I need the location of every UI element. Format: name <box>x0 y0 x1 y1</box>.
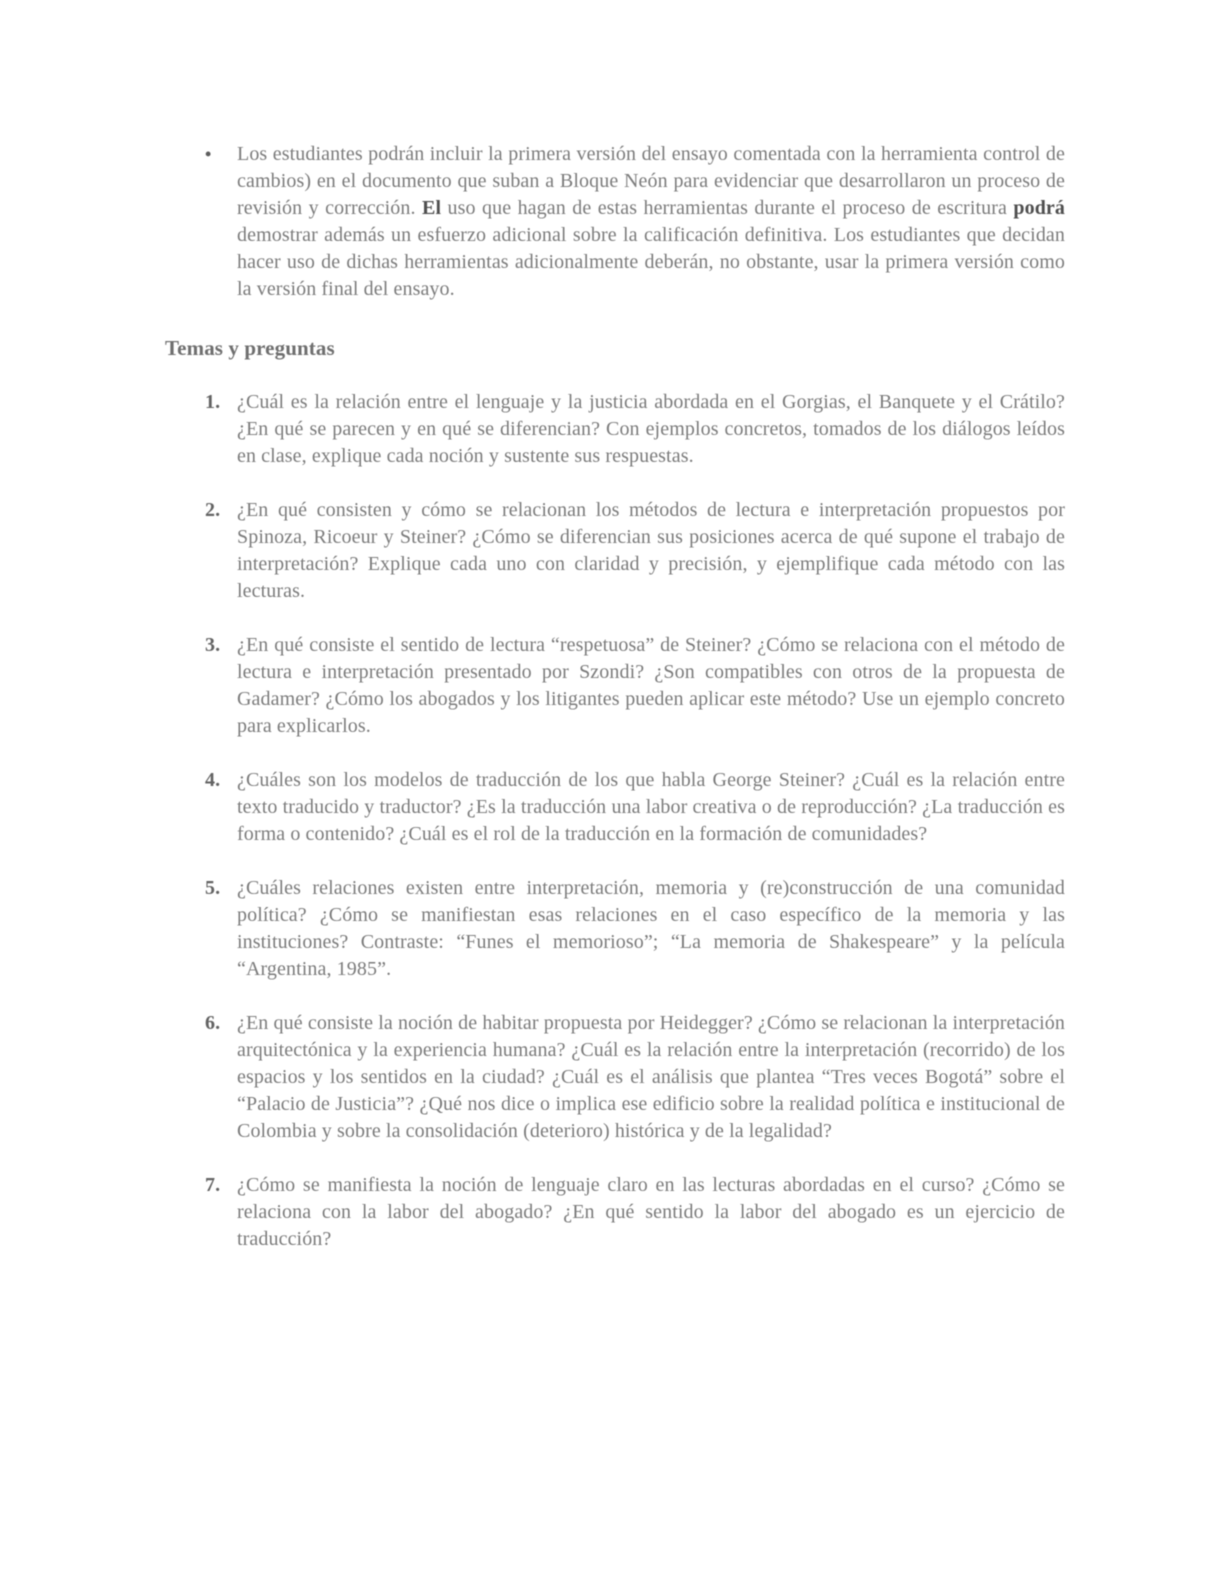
document-body <box>165 141 1065 1280</box>
question-number: 3. <box>205 634 221 656</box>
question-item <box>165 1172 1065 1253</box>
question-text: ¿Cuál es la relación entre el lenguaje y la justicia abordada en el Gorgias, el Banquete y el Crátilo? ¿En qué se parecen y en qué se diferencian? Con ejemplos concretos, tomados de los diálogos leídos en clase, explique cada noción y sustente sus respuestas. <box>237 391 1065 467</box>
intro-paragraph <box>165 141 1065 303</box>
question-item <box>165 389 1065 470</box>
question-item <box>165 497 1065 605</box>
question-text: ¿Cuáles son los modelos de traducción de los que habla George Steiner? ¿Cuál es la relación entre texto traducido y traductor? ¿Es la traducción una labor creativa o de reproducción? ¿La traducción es forma o contenido? ¿Cuál es el rol de la traducción en la formación de comunidades? <box>237 769 1065 845</box>
bold-text-segment: podrá <box>1013 197 1065 219</box>
question-number: 6. <box>205 1012 221 1034</box>
question-item <box>165 1010 1065 1145</box>
question-item <box>165 767 1065 848</box>
text-segment: uso que hagan de estas herramientas durante el proceso de escritura <box>441 197 1014 219</box>
question-number: 5. <box>205 877 221 899</box>
bullet-icon: • <box>205 144 212 164</box>
intro-paragraph-text <box>237 143 1065 300</box>
question-number: 2. <box>205 499 221 521</box>
text-segment: Los estudiantes podrán incluir la primera versión del ensayo comentada con la herramienta control de cambios) en el documento que suban a Bloque Neón para evidenciar que desarrollaron un proceso de revisión y corrección. <box>237 143 1065 219</box>
question-number: 1. <box>205 391 221 413</box>
section-heading: Temas y preguntas <box>165 336 335 360</box>
question-text: ¿En qué consiste el sentido de lectura “respetuosa” de Steiner? ¿Cómo se relaciona con el método de lectura e interpretación presentado por Szondi? ¿Son compatibles con otros de la propuesta de Gadamer? ¿Cómo los abogados y los litigantes pueden aplicar este método? Use un ejemplo concreto para explicarlos. <box>237 634 1065 737</box>
question-item <box>165 632 1065 740</box>
question-text: ¿En qué consiste la noción de habitar propuesta por Heidegger? ¿Cómo se relacionan la interpretación arquitectónica y la experiencia humana? ¿Cuál es la relación entre la interpretación (recorrido) de los espacios y los sentidos en la ciudad? ¿Cuál es el análisis que plantea “Tres veces Bogotá” sobre el “Palacio de Justicia”? ¿Qué nos dice o implica ese edificio sobre la realidad política e institucional de Colombia y sobre la consolidación (deterioro) histórica y de la legalidad? <box>237 1012 1065 1142</box>
questions-list <box>165 389 1065 1253</box>
question-item <box>165 875 1065 983</box>
question-text: ¿Cuáles relaciones existen entre interpretación, memoria y (re)construcción de una comunidad política? ¿Cómo se manifiestan esas relaciones en el caso específico de la memoria y las instituciones? Contraste: “Funes el memorioso”; “La memoria de Shakespeare” y la película “Argentina, 1985”. <box>237 877 1065 980</box>
question-number: 4. <box>205 769 221 791</box>
bold-text-segment: El <box>422 197 442 219</box>
text-segment: demostrar además un esfuerzo adicional sobre la calificación definitiva. Los estudiantes que decidan hacer uso de dichas herramientas adicionalmente deberán, no obstante, usar la primera versión como la versión final del ensayo. <box>237 224 1065 300</box>
question-text: ¿Cómo se manifiesta la noción de lenguaje claro en las lecturas abordadas en el curso? ¿Cómo se relaciona con la labor del abogado? ¿En qué sentido la labor del abogado es un ejercicio de traducción? <box>237 1174 1065 1250</box>
question-text: ¿En qué consisten y cómo se relacionan los métodos de lectura e interpretación propuestos por Spinoza, Ricoeur y Steiner? ¿Cómo se diferencian sus posiciones acerca de qué supone el trabajo de interpretación? Explique cada uno con claridad y precisión, y ejemplifique cada método con las lecturas. <box>237 499 1065 602</box>
question-number: 7. <box>205 1174 221 1196</box>
